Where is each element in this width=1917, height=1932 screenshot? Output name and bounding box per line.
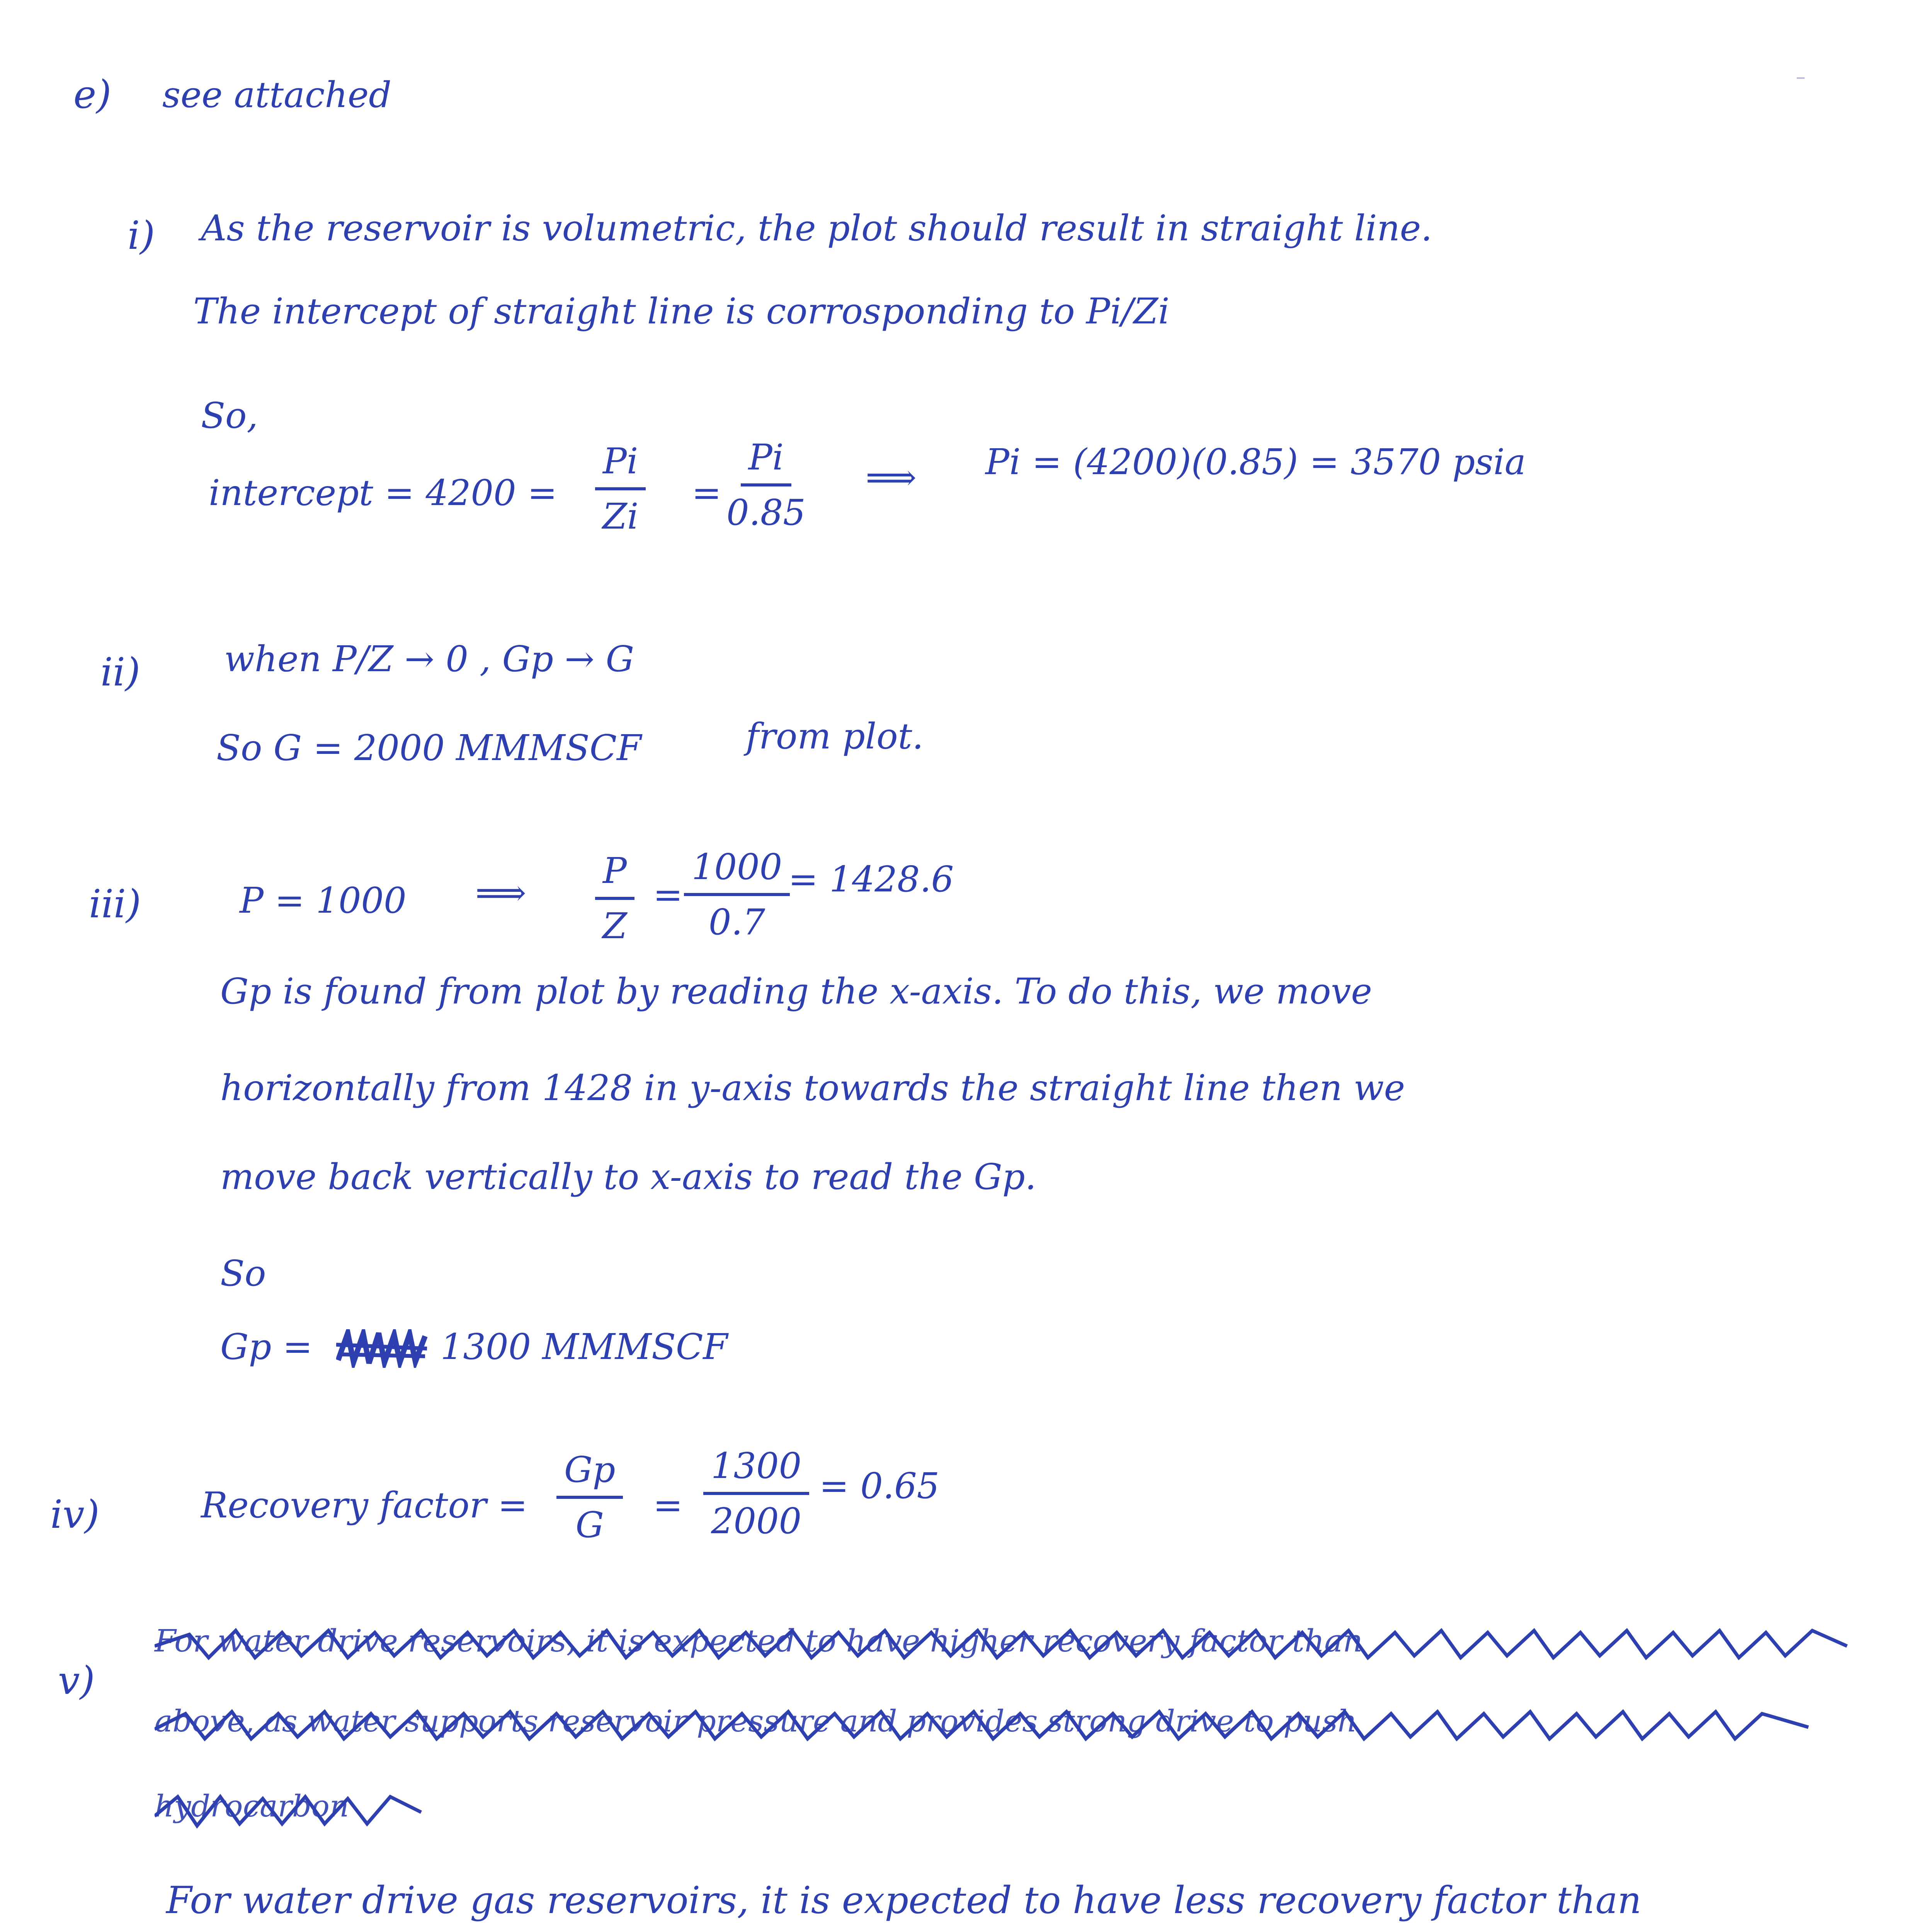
recovery-factor-lhs: Recovery factor = (201, 1485, 528, 1526)
fraction-numerator: Gp (556, 1449, 623, 1499)
fraction-p-z (595, 850, 634, 947)
fraction-numerator: 1300 (703, 1445, 809, 1495)
strikethrough-scribble (155, 1619, 1855, 1669)
struck-out-line-1 (155, 1619, 1855, 1669)
fraction-denominator: 2000 (711, 1500, 802, 1542)
fraction-pi-zi (595, 440, 646, 537)
cumulative-production-value: 1300 MMMSCF (441, 1326, 728, 1367)
part-v-line1: For water drive gas reservoirs, it is expected to have less recovery factor than (166, 1879, 1641, 1922)
part-i-line1: As the reservoir is volumetric, the plot should result in straight line. (201, 207, 1432, 249)
equals-sign: = (653, 1485, 683, 1526)
cumulative-production-lhs: Gp = (220, 1326, 313, 1367)
initial-pressure-result: Pi = (4200)(0.85) = 3570 psia (985, 441, 1526, 483)
fraction-gp-g (556, 1449, 623, 1546)
part-ii-label: ii) (100, 650, 140, 695)
fraction-pi-085 (726, 437, 806, 533)
header-text: see attached (162, 74, 392, 116)
part-iii-line2: horizontally from 1428 in y-axis towards the straight line then we (220, 1067, 1405, 1109)
fraction-numerator: P (595, 850, 634, 900)
fraction-numerator: Pi (595, 440, 646, 490)
fraction-numerator: Pi (741, 437, 791, 486)
implies-arrow: ⟹ (866, 457, 917, 498)
part-iii-so: So (220, 1253, 266, 1294)
recovery-factor-result: = 0.65 (819, 1465, 940, 1507)
fraction-numerator: 1000 (684, 846, 790, 896)
part-iv-label: iv) (50, 1492, 100, 1537)
fraction-1300-2000 (703, 1445, 809, 1542)
struck-text: hydrocarbon (155, 1789, 349, 1824)
part-iii-line3: move back vertically to x-axis to read the Gp. (220, 1156, 1036, 1197)
intercept-equation-lhs: intercept = 4200 = (209, 472, 557, 514)
implies-arrow-iii: ⟹ (475, 872, 526, 913)
part-ii-from-plot: from plot. (746, 716, 924, 757)
strikethrough-scribble (155, 1700, 1816, 1750)
scan-mark (1797, 77, 1805, 83)
part-i-line2: The intercept of straight line is corrosponding to Pi/Zi (193, 291, 1170, 332)
struck-text: above, as water supports reservoir pressure and provides strong drive to push (155, 1704, 1357, 1739)
struck-text: For water drive reservoirs, it is expected to have higher recovery factor than (155, 1623, 1363, 1659)
part-iii-line1: Gp is found from plot by reading the x-axis. To do this, we move (220, 971, 1372, 1012)
fraction-denominator: Zi (602, 496, 639, 537)
p-over-z-result: = 1428.6 (788, 859, 954, 900)
fraction-denominator: Z (602, 905, 627, 947)
strikethrough-scribble (155, 1785, 425, 1835)
part-i-so: So, (201, 395, 258, 436)
part-ii-line1: when P/Z → 0 , Gp → G (224, 638, 634, 680)
part-iii-label: iii) (89, 881, 141, 927)
equals-sign: = (692, 472, 722, 514)
part-i-label: i) (128, 213, 155, 258)
fraction-denominator: 0.7 (708, 901, 765, 943)
struck-out-line-2 (155, 1700, 1816, 1750)
fraction-denominator: 0.85 (726, 492, 806, 533)
section-label-e: e) (73, 72, 112, 117)
fraction-1000-07 (684, 846, 790, 943)
struck-out-line-3 (155, 1785, 425, 1835)
fraction-denominator: G (575, 1504, 604, 1546)
part-ii-gas-in-place: So G = 2000 MMMSCF (216, 727, 641, 769)
equals-sign: = (653, 874, 683, 915)
part-v-label: v) (58, 1658, 95, 1703)
scribbled-out-value (336, 1329, 429, 1368)
pressure-value: P = 1000 (240, 880, 407, 921)
